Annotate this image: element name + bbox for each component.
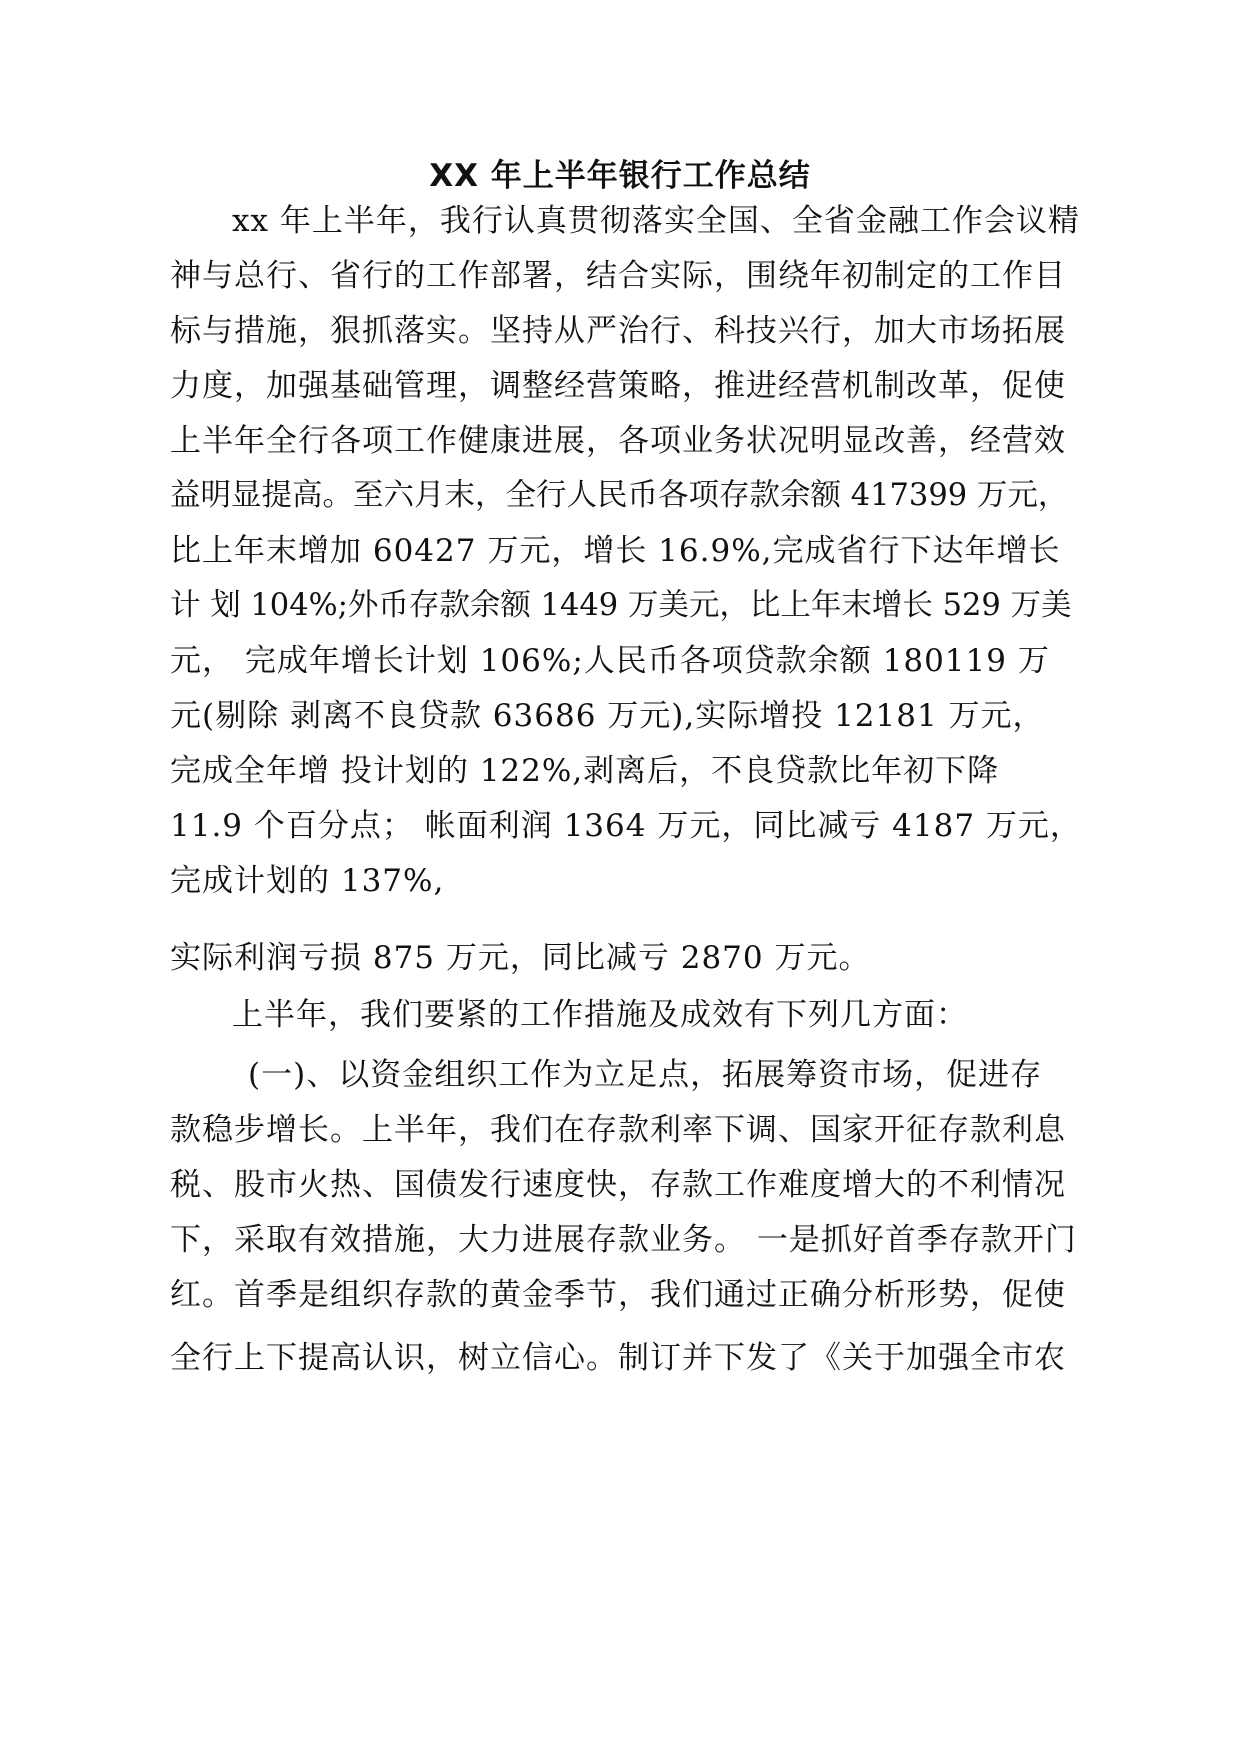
paragraph-line: 完成计划的 137%, (170, 863, 445, 899)
paragraph-line: 全行上下提高认识，树立信心。制订并下发了《关于加强全市农 (170, 1340, 1066, 1376)
document-title: XX 年上半年银行工作总结 (429, 158, 811, 194)
paragraph-line: 税、股市火热、国债发行速度快，存款工作难度增大的不利情况 (170, 1167, 1066, 1203)
paragraph-line: 力度，加强基础管理，调整经营策略，推进经营机制改革，促使 (170, 368, 1066, 404)
paragraph-line: 标与措施，狠抓落实。坚持从严治行、科技兴行，加大市场拓展 (170, 313, 1066, 349)
paragraph-line: 比上年末增加 60427 万元，增长 16.9%,完成省行下达年增长 (170, 533, 1061, 569)
paragraph-line: 下，采取有效措施，大力进展存款业务。 一是抓好首季存款开门 (170, 1222, 1077, 1258)
paragraph-line: 神与总行、省行的工作部署，结合实际，围绕年初制定的工作目 (170, 258, 1066, 294)
paragraph-line: 实际利润亏损 875 万元，同比减亏 2870 万元。 (170, 940, 871, 976)
paragraph-line: (一)、以资金组织工作为立足点，拓展筹资市场，促进存 (248, 1057, 1043, 1093)
paragraph-line: 款稳步增长。上半年，我们在存款利率下调、国家开征存款利息 (170, 1112, 1066, 1148)
paragraph-line: 红。首季是组织存款的黄金季节，我们通过正确分析形势，促使 (170, 1277, 1066, 1313)
paragraph-line: 元(剔除 剥离不良贷款 63686 万元),实际增投 12181 万元， (170, 698, 1045, 734)
paragraph-line: 上半年全行各项工作健康进展，各项业务状况明显改善，经营效 (170, 423, 1066, 459)
paragraph-line: xx 年上半年，我行认真贯彻落实全国、全省金融工作会议精 (232, 203, 1080, 239)
paragraph-line: 11.9 个百分点； 帐面利润 1364 万元，同比减亏 4187 万元， (170, 808, 1082, 844)
paragraph-line: 元， 完成年增长计划 106%;人民币各项贷款余额 180119 万 (170, 643, 1050, 679)
paragraph-line: 计 划 104%;外币存款余额 1449 万美元，比上年末增长 529 万美 (170, 588, 1072, 623)
paragraph-line: 完成全年增 投计划的 122%,剥离后，不良贷款比年初下降 (170, 753, 1000, 789)
paragraph-line: 上半年，我们要紧的工作措施及成效有下列几方面： (232, 997, 968, 1033)
paragraph-line: 益明显提高。至六月末，全行人民币各项存款余额 417399 万元， (170, 478, 1069, 513)
